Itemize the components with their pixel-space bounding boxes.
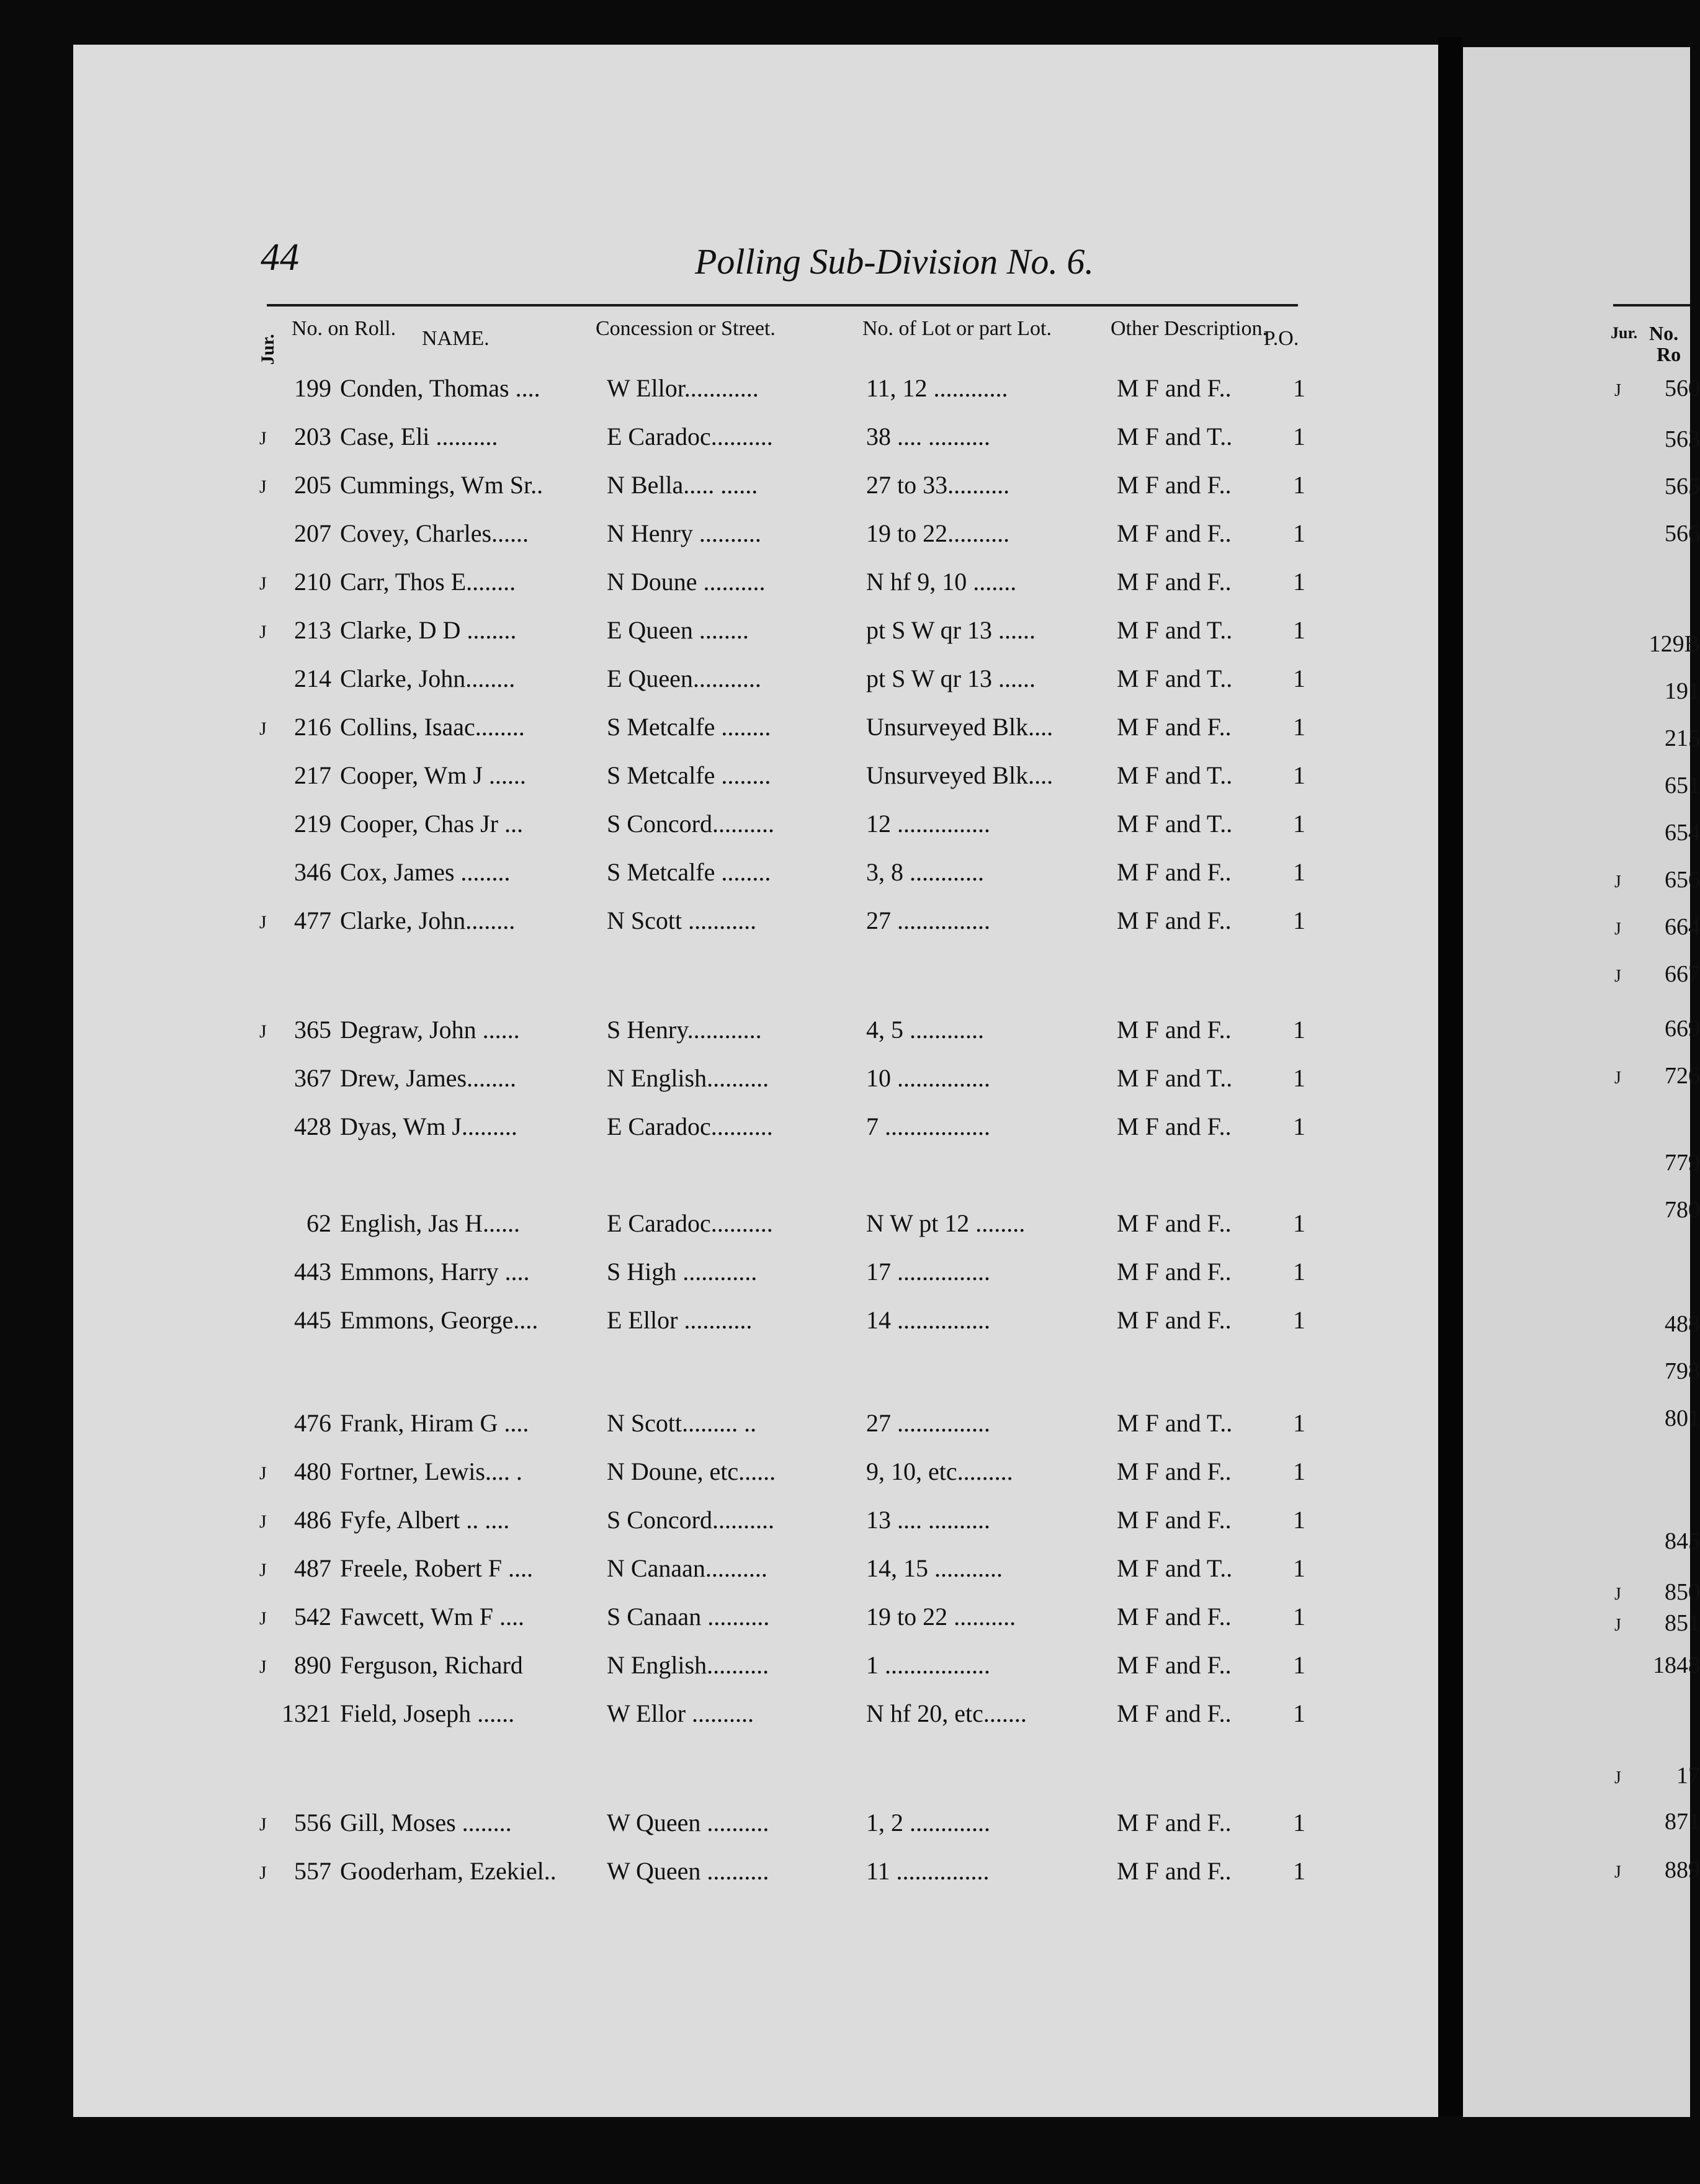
roll-number-cell: 890: [294, 1651, 331, 1679]
name-cell: Fawcett, Wm F ....: [340, 1603, 525, 1631]
roll-number-cell: 203: [294, 423, 331, 450]
concession-cell: N English..........: [607, 1064, 769, 1092]
roll-number-cell: 445: [294, 1306, 331, 1334]
lot-cell: pt S W qr 13 ......: [866, 616, 1036, 644]
other-description-cell: M F and T..: [1117, 1554, 1233, 1582]
other-description-cell: M F and F..: [1117, 1258, 1232, 1286]
other-description-cell: M F and F..: [1117, 906, 1232, 934]
other-description-cell: M F and F..: [1117, 471, 1232, 499]
po-cell: 1: [1293, 810, 1305, 838]
column-header-lot: No. of Lot or part Lot.: [862, 317, 1052, 340]
facing-row: [1477, 913, 1700, 951]
other-description-cell: M F and F..: [1117, 713, 1232, 741]
table-row: [0, 1808, 1365, 1845]
table-row: [0, 1505, 1365, 1542]
concession-cell: N Scott ...........: [607, 906, 757, 934]
other-description-cell: M F and F..: [1117, 1016, 1232, 1044]
lot-cell: 19 to 22 ..........: [866, 1603, 1016, 1631]
facing-page-rule: [1613, 304, 1690, 307]
concession-cell: S Metcalfe ........: [607, 858, 771, 886]
lot-cell: Unsurveyed Blk....: [866, 713, 1054, 741]
po-cell: 1: [1293, 1258, 1305, 1286]
table-row: [0, 712, 1365, 750]
concession-cell: E Queen ........: [607, 616, 749, 644]
other-description-cell: M F and F..: [1117, 1699, 1232, 1727]
po-cell: 1: [1293, 1064, 1305, 1092]
concession-cell: S Metcalfe ........: [607, 761, 771, 789]
facing-roll-number: 798: [1665, 1358, 1700, 1384]
po-cell: 1: [1293, 1409, 1305, 1437]
facing-roll-number: 560: [1665, 375, 1700, 401]
table-row: [0, 1112, 1365, 1149]
other-description-cell: M F and F..: [1117, 1651, 1232, 1679]
lot-cell: 1, 2 .............: [866, 1809, 990, 1837]
roll-number-cell: 1321: [282, 1699, 331, 1727]
page-number: 44: [261, 236, 299, 279]
facing-row: [1477, 960, 1700, 998]
lot-cell: 27 ...............: [866, 906, 990, 934]
name-cell: Case, Eli ..........: [340, 423, 498, 450]
jur-cell: J: [259, 428, 267, 449]
facing-row: [1477, 426, 1700, 463]
po-cell: 1: [1293, 471, 1305, 499]
table-row: [0, 1209, 1365, 1246]
po-cell: 1: [1293, 616, 1305, 644]
facing-row: [1477, 1015, 1700, 1052]
facing-row: [1477, 1808, 1700, 1845]
facing-row: [1477, 1652, 1700, 1689]
table-row: [0, 1457, 1365, 1494]
concession-cell: W Ellor............: [607, 374, 759, 402]
table-row: [0, 567, 1365, 604]
roll-number-cell: 557: [294, 1857, 331, 1885]
concession-cell: N Scott......... ..: [607, 1409, 757, 1437]
lot-cell: N hf 20, etc.......: [866, 1699, 1027, 1727]
name-cell: Frank, Hiram G ....: [340, 1409, 529, 1437]
lot-cell: 11 ...............: [866, 1857, 990, 1885]
roll-number-cell: 217: [294, 761, 331, 789]
table-row: [0, 1408, 1365, 1446]
roll-number-cell: 216: [294, 713, 331, 741]
lot-cell: 27 ...............: [866, 1409, 990, 1437]
name-cell: Cox, James ........: [340, 858, 511, 886]
lot-cell: 11, 12 ............: [866, 374, 1008, 402]
facing-roll-number: 129B: [1649, 631, 1700, 657]
jur-cell: J: [259, 1608, 267, 1629]
column-header-po: P.O.: [1263, 327, 1299, 350]
table-row: [0, 1257, 1365, 1294]
other-description-cell: M F and F..: [1117, 1603, 1232, 1631]
table-row: [0, 1856, 1365, 1894]
facing-roll-number: 656: [1665, 867, 1700, 893]
facing-roll-number: 850: [1665, 1579, 1700, 1605]
name-cell: Cooper, Chas Jr ...: [340, 810, 524, 838]
po-cell: 1: [1293, 761, 1305, 789]
table-row: [0, 857, 1365, 895]
roll-number-cell: 207: [294, 519, 331, 547]
facing-row: [1477, 1062, 1700, 1099]
jur-cell: J: [259, 1021, 267, 1042]
name-cell: Degraw, John ......: [340, 1016, 520, 1044]
concession-cell: S Metcalfe ........: [607, 713, 771, 741]
facing-row: [1477, 375, 1700, 412]
facing-row: [1477, 1856, 1700, 1894]
po-cell: 1: [1293, 1457, 1305, 1485]
table-row: [0, 422, 1365, 459]
jur-cell: J: [259, 1863, 267, 1883]
facing-row: [1477, 725, 1700, 762]
concession-cell: N English..........: [607, 1651, 769, 1679]
table-row: [0, 1650, 1365, 1688]
concession-cell: S High ............: [607, 1258, 758, 1286]
facing-jur: J: [1614, 381, 1621, 400]
facing-row: [1477, 630, 1700, 668]
concession-cell: E Caradoc..........: [607, 1209, 773, 1237]
facing-roll-number: 651: [1665, 772, 1700, 799]
name-cell: Field, Joseph ......: [340, 1699, 515, 1727]
roll-number-cell: 542: [294, 1603, 331, 1631]
facing-roll-number: 780: [1665, 1197, 1700, 1223]
facing-roll-number: 845: [1665, 1528, 1700, 1554]
facing-row: [1477, 1762, 1700, 1799]
name-cell: Collins, Isaac........: [340, 713, 525, 741]
facing-jur: J: [1614, 872, 1621, 892]
concession-cell: E Caradoc..........: [607, 423, 773, 450]
other-description-cell: M F and T..: [1117, 423, 1233, 450]
table-row: [0, 1015, 1365, 1052]
lot-cell: 12 ...............: [866, 810, 990, 838]
concession-cell: N Bella..... ......: [607, 471, 758, 499]
other-description-cell: M F and T..: [1117, 1409, 1233, 1437]
lot-cell: 10 ...............: [866, 1064, 990, 1092]
facing-jur: J: [1614, 920, 1621, 939]
concession-cell: S Canaan ..........: [607, 1603, 770, 1631]
roll-number-cell: 199: [294, 374, 331, 402]
facing-roll-number: 1848: [1653, 1652, 1700, 1678]
table-row: [0, 615, 1365, 653]
jur-cell: J: [259, 573, 267, 594]
facing-row: [1477, 866, 1700, 903]
jur-cell: J: [259, 912, 267, 933]
other-description-cell: M F and F..: [1117, 1306, 1232, 1334]
other-description-cell: M F and F..: [1117, 1209, 1232, 1237]
facing-row: [1477, 1149, 1700, 1186]
facing-roll-number: 488: [1665, 1311, 1700, 1337]
po-cell: 1: [1293, 568, 1305, 596]
column-header-other-description: Other Description.: [1111, 317, 1268, 340]
roll-number-cell: 213: [294, 616, 331, 644]
jur-cell: J: [259, 1560, 267, 1580]
concession-cell: E Queen...........: [607, 665, 761, 692]
concession-cell: N Henry ..........: [607, 519, 761, 547]
facing-jur: J: [1614, 1068, 1621, 1088]
page-header: [186, 236, 1303, 298]
lot-cell: 14, 15 ...........: [866, 1554, 1003, 1582]
column-header-name: NAME.: [422, 327, 490, 350]
table-row: [0, 470, 1365, 508]
facing-roll-number: 17: [1676, 1763, 1700, 1789]
facing-roll-number: 889: [1665, 1857, 1700, 1883]
jur-cell: J: [259, 718, 267, 739]
facing-roll-number: 215: [1665, 725, 1700, 751]
facing-row: [1477, 772, 1700, 809]
po-cell: 1: [1293, 1809, 1305, 1837]
other-description-cell: M F and F..: [1117, 1857, 1232, 1885]
concession-cell: E Ellor ...........: [607, 1306, 753, 1334]
facing-roll-number: 871: [1665, 1809, 1700, 1835]
table-row: [0, 519, 1365, 556]
name-cell: Freele, Robert F ....: [340, 1554, 534, 1582]
other-description-cell: M F and T..: [1117, 616, 1233, 644]
roll-number-cell: 480: [294, 1457, 331, 1485]
roll-number-cell: 205: [294, 471, 331, 499]
other-description-cell: M F and T..: [1117, 761, 1233, 789]
concession-cell: E Caradoc..........: [607, 1112, 773, 1140]
roll-number-cell: 428: [294, 1112, 331, 1140]
lot-cell: 4, 5 ............: [866, 1016, 984, 1044]
roll-number-cell: 487: [294, 1554, 331, 1582]
lot-cell: 14 ...............: [866, 1306, 990, 1334]
table-row: [0, 1602, 1365, 1639]
facing-row: [1477, 1310, 1700, 1348]
roll-number-cell: 346: [294, 858, 331, 886]
facing-row: [1477, 520, 1700, 557]
concession-cell: N Doune ..........: [607, 568, 766, 596]
name-cell: Clarke, John........: [340, 906, 516, 934]
name-cell: English, Jas H......: [340, 1209, 520, 1237]
po-cell: 1: [1293, 858, 1305, 886]
table-row: [0, 906, 1365, 943]
other-description-cell: M F and T..: [1117, 810, 1233, 838]
concession-cell: W Queen ..........: [607, 1809, 769, 1837]
lot-cell: Unsurveyed Blk....: [866, 761, 1054, 789]
po-cell: 1: [1293, 374, 1305, 402]
name-cell: Covey, Charles......: [340, 519, 529, 547]
po-cell: 1: [1293, 1603, 1305, 1631]
name-cell: Dyas, Wm J.........: [340, 1112, 517, 1140]
facing-roll-number: 191: [1665, 678, 1700, 704]
roll-number-cell: 477: [294, 906, 331, 934]
facing-header-ro: Ro: [1657, 343, 1681, 365]
facing-jur: J: [1614, 1768, 1621, 1788]
other-description-cell: M F and F..: [1117, 1506, 1232, 1534]
concession-cell: N Canaan..........: [607, 1554, 767, 1582]
facing-roll-number: 726: [1665, 1063, 1700, 1089]
lot-cell: 27 to 33..........: [866, 471, 1010, 499]
column-header-concession: Concession or Street.: [596, 317, 776, 340]
name-cell: Emmons, Harry ....: [340, 1258, 530, 1286]
other-description-cell: M F and F..: [1117, 374, 1232, 402]
table-row: [0, 1699, 1365, 1736]
facing-row: [1477, 1528, 1700, 1565]
lot-cell: 1 .................: [866, 1651, 990, 1679]
facing-header-no: No.: [1649, 322, 1679, 344]
column-header-no-on-roll: No. on Roll.: [292, 317, 396, 340]
page-title: Polling Sub-Division No. 6.: [695, 241, 1094, 282]
table-row: [0, 664, 1365, 701]
roll-number-cell: 214: [294, 665, 331, 692]
roll-number-cell: 62: [306, 1209, 331, 1237]
facing-row: [1477, 1358, 1700, 1395]
name-cell: Ferguson, Richard: [340, 1651, 523, 1679]
facing-header-jur: Jur.: [1611, 324, 1638, 342]
name-cell: Gooderham, Ezekiel..: [340, 1857, 557, 1885]
lot-cell: 17 ...............: [866, 1258, 990, 1286]
roll-number-cell: 443: [294, 1258, 331, 1286]
facing-roll-number: 667: [1665, 961, 1700, 987]
other-description-cell: M F and F..: [1117, 568, 1232, 596]
facing-row: [1477, 1405, 1700, 1442]
other-description-cell: M F and T..: [1117, 1064, 1233, 1092]
roll-number-cell: 365: [294, 1016, 331, 1044]
jur-cell: J: [259, 1814, 267, 1835]
table-row: [0, 1305, 1365, 1343]
facing-roll-number: 654: [1665, 820, 1700, 846]
concession-cell: N Doune, etc......: [607, 1457, 776, 1485]
column-header-jur: Jur.: [257, 334, 278, 365]
lot-cell: 19 to 22..........: [866, 519, 1010, 547]
lot-cell: N W pt 12 ........: [866, 1209, 1026, 1237]
facing-roll-number: 669: [1665, 1016, 1700, 1042]
facing-roll-number: 801: [1665, 1405, 1700, 1431]
name-cell: Cooper, Wm J ......: [340, 761, 526, 789]
table-row: [0, 761, 1365, 798]
po-cell: 1: [1293, 1554, 1305, 1582]
name-cell: Clarke, D D ........: [340, 616, 517, 644]
other-description-cell: M F and F..: [1117, 858, 1232, 886]
po-cell: 1: [1293, 1112, 1305, 1140]
po-cell: 1: [1293, 906, 1305, 934]
book-spine: [1438, 37, 1463, 2116]
facing-roll-number: 851: [1665, 1610, 1700, 1636]
name-cell: Carr, Thos E........: [340, 568, 516, 596]
facing-roll-number: 779: [1665, 1150, 1700, 1176]
roll-number-cell: 210: [294, 568, 331, 596]
table-row: [0, 1063, 1365, 1101]
lot-cell: 38 .... ..........: [866, 423, 990, 450]
name-cell: Clarke, John........: [340, 665, 516, 692]
name-cell: Fyfe, Albert .. ....: [340, 1506, 510, 1534]
table-row: [0, 1554, 1365, 1591]
po-cell: 1: [1293, 713, 1305, 741]
jur-cell: J: [259, 1657, 267, 1677]
table-row: [0, 809, 1365, 846]
concession-cell: W Ellor ..........: [607, 1699, 754, 1727]
concession-cell: S Concord..........: [607, 1506, 774, 1534]
jur-cell: J: [259, 622, 267, 642]
po-cell: 1: [1293, 519, 1305, 547]
roll-number-cell: 476: [294, 1409, 331, 1437]
facing-row: [1477, 1609, 1700, 1647]
facing-jur: J: [1614, 1585, 1621, 1604]
facing-jur: J: [1614, 967, 1621, 986]
facing-jur: J: [1614, 1616, 1621, 1635]
facing-roll-number: 664: [1665, 914, 1700, 940]
po-cell: 1: [1293, 1306, 1305, 1334]
other-description-cell: M F and F..: [1117, 1457, 1232, 1485]
other-description-cell: M F and F..: [1117, 1112, 1232, 1140]
lot-cell: 3, 8 ............: [866, 858, 984, 886]
facing-row: [1477, 678, 1700, 715]
roll-number-cell: 486: [294, 1506, 331, 1534]
lot-cell: N hf 9, 10 .......: [866, 568, 1017, 596]
po-cell: 1: [1293, 1651, 1305, 1679]
roll-number-cell: 556: [294, 1809, 331, 1837]
roll-number-cell: 219: [294, 810, 331, 838]
header-rule: [267, 304, 1298, 307]
facing-row: [1477, 819, 1700, 856]
po-cell: 1: [1293, 423, 1305, 450]
concession-cell: S Concord..........: [607, 810, 774, 838]
jur-cell: J: [259, 1511, 267, 1532]
facing-row: [1477, 1196, 1700, 1233]
po-cell: 1: [1293, 665, 1305, 692]
name-cell: Conden, Thomas ....: [340, 374, 540, 402]
name-cell: Cummings, Wm Sr..: [340, 471, 544, 499]
name-cell: Drew, James........: [340, 1064, 517, 1092]
other-description-cell: M F and T..: [1117, 665, 1233, 692]
facing-roll-number: 565: [1665, 473, 1700, 499]
lot-cell: 13 .... ..........: [866, 1506, 990, 1534]
concession-cell: S Henry............: [607, 1016, 762, 1044]
facing-roll-number: 563: [1665, 426, 1700, 452]
po-cell: 1: [1293, 1209, 1305, 1237]
other-description-cell: M F and F..: [1117, 1809, 1232, 1837]
name-cell: Emmons, George....: [340, 1306, 539, 1334]
facing-roll-number: 566: [1665, 521, 1700, 547]
facing-row: [1477, 473, 1700, 510]
concession-cell: W Queen ..........: [607, 1857, 769, 1885]
lot-cell: 9, 10, etc.........: [866, 1457, 1013, 1485]
lot-cell: pt S W qr 13 ......: [866, 665, 1036, 692]
lot-cell: 7 .................: [866, 1112, 990, 1140]
po-cell: 1: [1293, 1857, 1305, 1885]
other-description-cell: M F and F..: [1117, 519, 1232, 547]
po-cell: 1: [1293, 1016, 1305, 1044]
facing-jur: J: [1614, 1863, 1621, 1882]
name-cell: Gill, Moses ........: [340, 1809, 512, 1837]
po-cell: 1: [1293, 1506, 1305, 1534]
jur-cell: J: [259, 477, 267, 497]
jur-cell: J: [259, 1463, 267, 1484]
roll-number-cell: 367: [294, 1064, 331, 1092]
po-cell: 1: [1293, 1699, 1305, 1727]
name-cell: Fortner, Lewis.... .: [340, 1457, 522, 1485]
table-row: [0, 374, 1365, 411]
